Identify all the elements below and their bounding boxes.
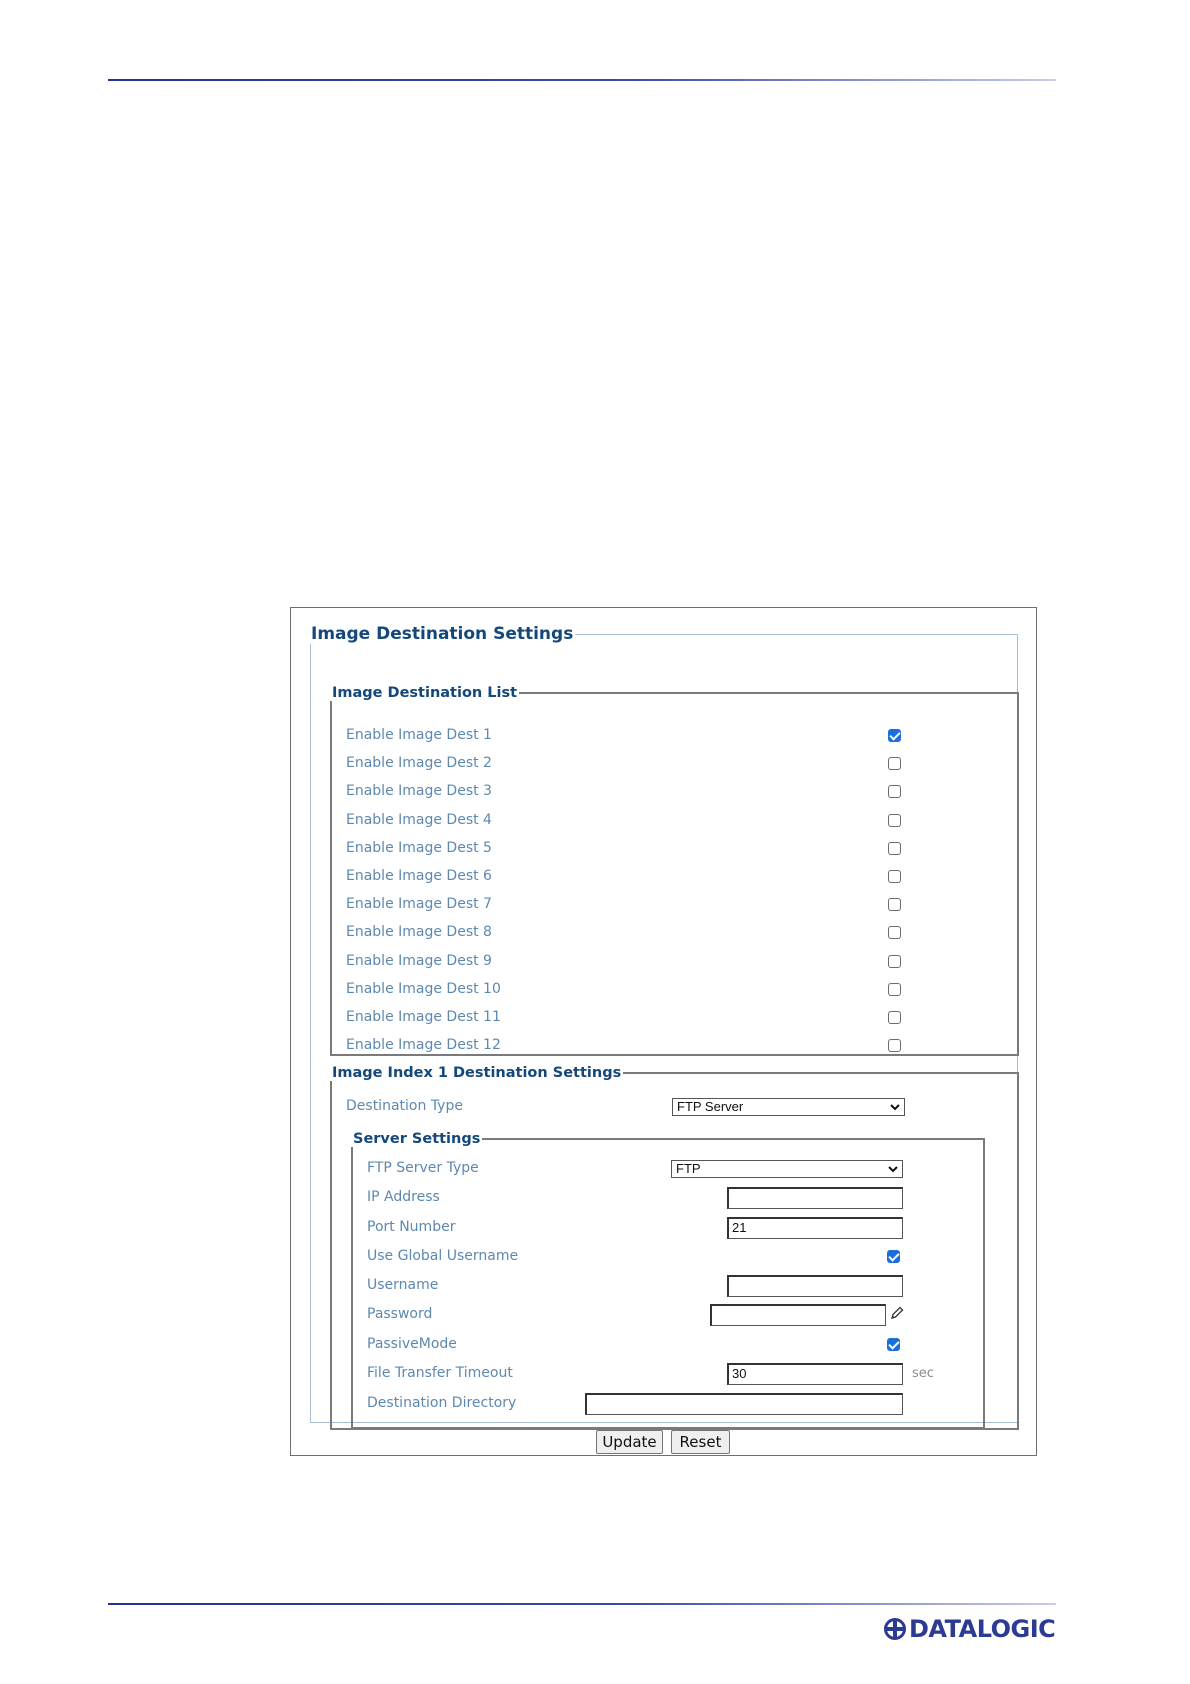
- image-dest-checkbox[interactable]: [888, 1039, 901, 1052]
- header-rule: [108, 79, 1056, 81]
- file-transfer-timeout-input[interactable]: 30: [727, 1363, 903, 1385]
- image-dest-checkbox[interactable]: [888, 926, 901, 939]
- passive-mode-label: PassiveMode: [367, 1336, 457, 1352]
- image-dest-checkbox[interactable]: [888, 785, 901, 798]
- chevron-down-icon: [890, 1102, 900, 1112]
- update-button[interactable]: Update: [596, 1430, 663, 1454]
- image-dest-checkbox[interactable]: [888, 955, 901, 968]
- image-dest-checkbox[interactable]: [888, 983, 901, 996]
- image-dest-checkbox[interactable]: [888, 870, 901, 883]
- server-title: Server Settings: [353, 1131, 481, 1147]
- image-dest-label: Enable Image Dest 10: [346, 980, 501, 997]
- use-global-username-checkbox[interactable]: [887, 1250, 900, 1263]
- image-dest-checkbox[interactable]: [888, 757, 901, 770]
- image-dest-label: Enable Image Dest 6: [346, 868, 492, 884]
- ftp-server-type-select[interactable]: [671, 1160, 903, 1178]
- username-input[interactable]: [727, 1275, 903, 1297]
- list-title: Image Destination List: [332, 685, 518, 701]
- destination-directory-input[interactable]: [585, 1393, 903, 1415]
- index-title: Image Index 1 Destination Settings: [332, 1065, 622, 1081]
- image-dest-checkbox[interactable]: [888, 1011, 901, 1024]
- image-index-settings-group: [330, 1065, 1019, 1430]
- image-dest-label: Enable Image Dest 2: [346, 755, 492, 772]
- timeout-unit: sec: [912, 1366, 934, 1381]
- image-dest-label: Enable Image Dest 11: [346, 1009, 501, 1025]
- destination-directory-label: Destination Directory: [367, 1395, 517, 1411]
- image-dest-checkbox[interactable]: [888, 729, 901, 742]
- image-dest-label: Enable Image Dest 1: [346, 727, 492, 743]
- image-dest-checkbox[interactable]: [888, 814, 901, 827]
- ip-address-label: IP Address: [367, 1189, 440, 1205]
- image-destination-settings-group: [310, 624, 1018, 1423]
- chevron-down-icon: [888, 1164, 898, 1174]
- password-label: Password: [367, 1306, 433, 1322]
- screenshot-panel: [290, 607, 1037, 1456]
- destination-type-value: FTP Server: [677, 1099, 744, 1114]
- reset-button[interactable]: Reset: [671, 1430, 730, 1454]
- use-global-username-label: Use Global Username: [367, 1248, 519, 1264]
- passive-mode-checkbox[interactable]: [887, 1338, 900, 1351]
- ftp-server-type-value: FTP: [676, 1161, 701, 1176]
- logo-text: DATALOGIC: [909, 1615, 1056, 1643]
- image-dest-label: Enable Image Dest 3: [346, 783, 492, 800]
- image-destination-list-group: [330, 685, 1019, 1056]
- destination-type-select[interactable]: [672, 1098, 905, 1116]
- port-number-label: Port Number: [367, 1219, 456, 1235]
- destination-type-label: Destination Type: [346, 1098, 463, 1114]
- image-dest-label: Enable Image Dest 9: [346, 952, 492, 969]
- password-input[interactable]: [710, 1304, 886, 1326]
- image-dest-label: Enable Image Dest 5: [346, 839, 492, 856]
- username-label: Username: [367, 1277, 439, 1293]
- image-dest-checkbox[interactable]: [888, 842, 901, 855]
- image-dest-label: Enable Image Dest 8: [346, 924, 492, 941]
- image-dest-label: Enable Image Dest 4: [346, 811, 492, 828]
- server-settings-group: [351, 1131, 985, 1429]
- port-number-input[interactable]: 21: [727, 1217, 903, 1239]
- group-title: Image Destination Settings: [311, 624, 574, 644]
- pencil-icon[interactable]: [890, 1306, 904, 1320]
- ftp-server-type-label: FTP Server Type: [367, 1160, 479, 1176]
- footer-rule: [108, 1603, 1056, 1605]
- image-dest-label: Enable Image Dest 12: [346, 1037, 501, 1054]
- datalogic-logo: [884, 1612, 1055, 1646]
- ip-address-input[interactable]: [727, 1187, 903, 1209]
- image-dest-label: Enable Image Dest 7: [346, 896, 492, 913]
- file-transfer-timeout-label: File Transfer Timeout: [367, 1365, 513, 1381]
- image-dest-checkbox[interactable]: [888, 898, 901, 911]
- datalogic-mark-icon: [884, 1618, 906, 1640]
